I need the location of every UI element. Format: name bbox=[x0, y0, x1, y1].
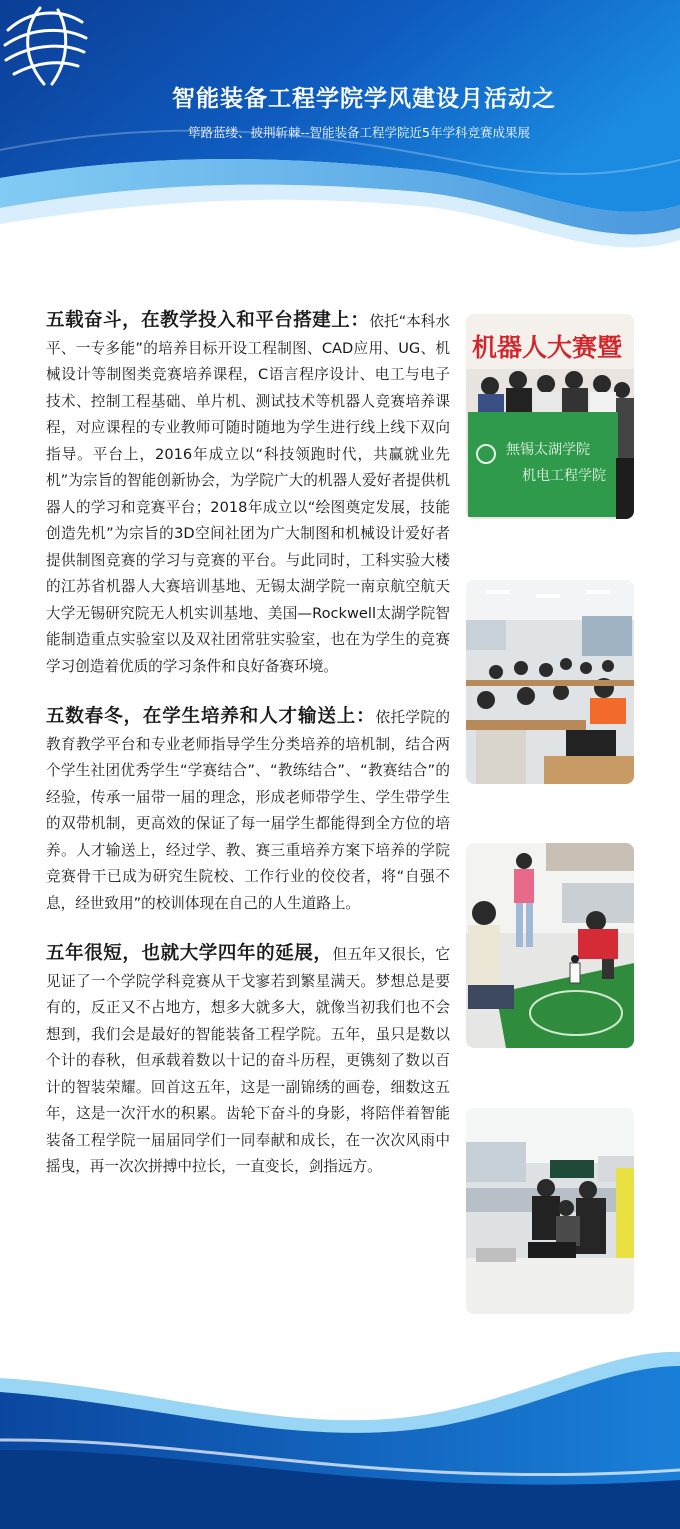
section-body: 依托“本科水平、一专多能”的培养目标开设工程制图、CAD应用、UG、机械设计等制图类竞赛培养课程，C语言程序设计、电工与电子技术、控制工程基础、单片机、测试技术等机器人竞赛培养课程，对应课程的专业教师可随时随地为学生进行线上线下双向指导。平台上，2016年成立以“科技领跑时代，共赢就业先机”为宗旨的智能创新协会，为学院广大的机器人爱好者提供机器人的学习和竞赛平台；2018年成立以“绘图奠定发展，技能创造先机”为宗旨的3D空间社团为广大制图和机械设计爱好者提供制图竞赛的学习与竞赛的平台。与此同时，工科实验大楼的江苏省机器人大赛培训基地、无锡太湖学院一南京航空航天大学无锡研究院无人机实训基地、美国—Rockwell太湖学院智能制造重点实验室以及双社团常驻实验室，也在为学生的竞赛学习创造着优质的学习条件和良好备赛环境。 bbox=[46, 313, 450, 675]
page-title: 智能装备工程学院学风建设月活动之 bbox=[172, 86, 556, 112]
header-banner bbox=[0, 0, 680, 300]
photo-lab bbox=[466, 1108, 634, 1314]
flag-text-university: 無锡太湖学院 bbox=[506, 442, 590, 458]
flag-text-college: 机电工程学院 bbox=[522, 468, 606, 484]
page-subtitle: 筚路蓝缕、披荆斩棘--智能装备工程学院近5年学科竞赛成果展 bbox=[188, 125, 530, 140]
contest-banner-text: 机器人大赛暨 bbox=[472, 333, 623, 362]
section-five-years bbox=[46, 941, 450, 1181]
section-teaching-platform bbox=[46, 308, 450, 680]
header-wave-background bbox=[0, 0, 680, 300]
section-student-training bbox=[46, 704, 450, 917]
photo-classroom-training bbox=[466, 580, 634, 784]
globe-logo-icon bbox=[0, 0, 90, 90]
section-body: 但五年又很长，它见证了一个学院学科竞赛从干戈寥若到繁星满天。梦想总是要有的，反正又不占地方，想多大就多大，就像当初我们也不会想到，我们会是最好的智能装备工程学院。五年，虽只是数以个计的春秋，但承载着数以十记的奋斗历程，更镌刻了数以百计的智装荣耀。回首这五年，这是一副锦绣的画卷，细数这五年，这是一次汗水的积累。齿轮下奋斗的身影，将陪伴着智能装备工程学院一届届同学们一同奉献和成长，在一次次风雨中摇曳，再一次次拼搏中拉长，一直变长，剑指远方。 bbox=[46, 946, 450, 1175]
content-sections bbox=[46, 308, 450, 1205]
section-heading: 五载奋斗，在教学投入和平台搭建上： bbox=[46, 310, 370, 331]
section-body: 依托学院的教育教学平台和专业老师指导学生分类培养的培机制，结合两个学生社团优秀学生“学赛结合”、“教练结合”、“教赛结合”的经验，传承一届带一届的理念，形成老师带学生、学生带学生的双带机制，更高效的保证了每一届学生都能得到全方位的培养。人才输送上，经过学、教、赛三重培养方案下培养的学院竞赛骨干已成为研究生院校、工作行业的佼佼者，将“自强不息，经世致用”的校训体现在自己的人生道路上。 bbox=[46, 709, 450, 912]
footer-wave bbox=[0, 1330, 680, 1529]
photo-robot-contest-group bbox=[466, 314, 634, 519]
section-heading: 五数春冬，在学生培养和人才输送上： bbox=[46, 706, 376, 727]
photo-robot-field bbox=[466, 843, 634, 1048]
section-heading: 五年很短，也就大学四年的延展， bbox=[46, 943, 333, 964]
